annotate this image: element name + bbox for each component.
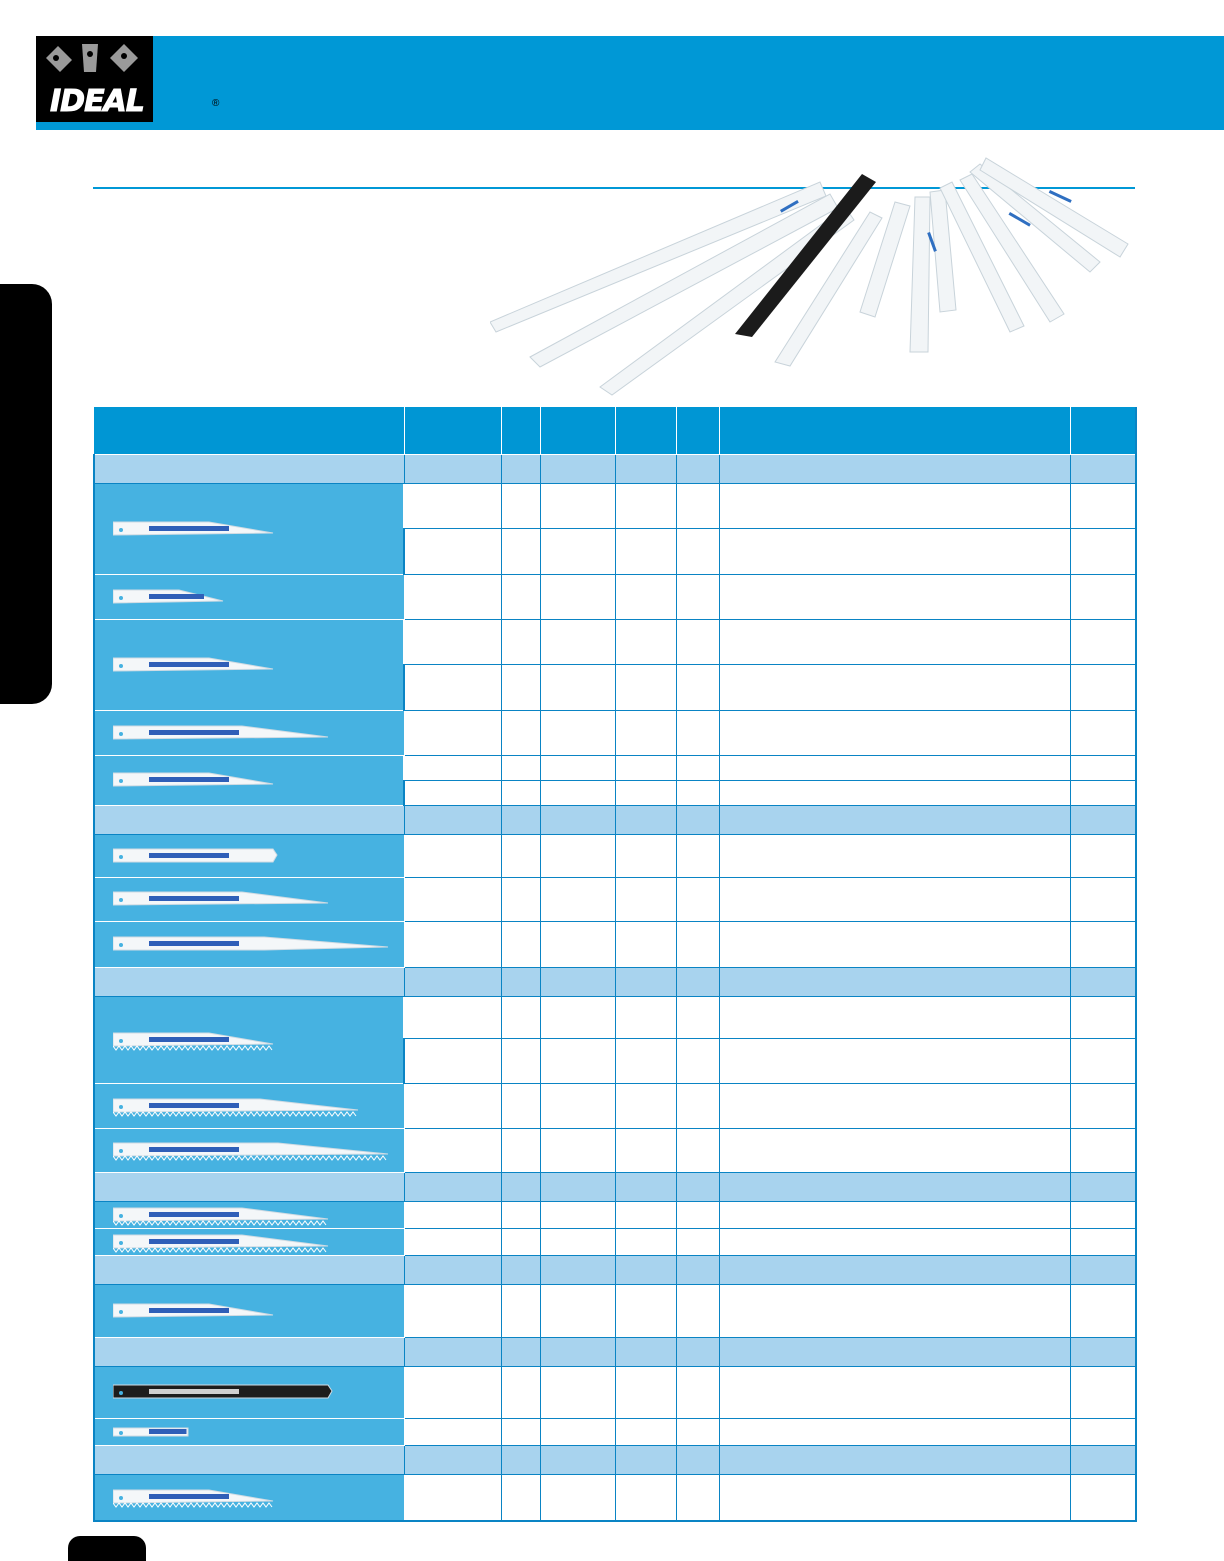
category-cell (1070, 967, 1136, 996)
data-cell (404, 574, 501, 619)
data-cell (501, 996, 540, 1038)
col-header-product (94, 407, 404, 454)
data-cell (676, 528, 719, 574)
data-cell (676, 619, 719, 664)
category-cell (404, 1172, 501, 1201)
col-header-tpi (501, 407, 540, 454)
data-cell (404, 664, 501, 710)
data-cell (540, 1201, 615, 1228)
data-cell (1070, 921, 1136, 967)
data-cell (615, 1201, 676, 1228)
data-cell (540, 528, 615, 574)
data-cell (501, 755, 540, 780)
data-cell (501, 574, 540, 619)
data-cell (1070, 1228, 1136, 1255)
blade-image-cell (94, 483, 404, 574)
blade-image-cell (94, 1228, 404, 1255)
table-row (94, 1128, 1136, 1172)
reciprocating-saw-blade-icon (113, 843, 313, 869)
reciprocating-saw-blade-icon (113, 767, 313, 793)
category-cell (615, 805, 676, 834)
reciprocating-saw-blade-icon (113, 1484, 313, 1510)
table-row (94, 834, 1136, 877)
data-cell (540, 1228, 615, 1255)
category-cell (540, 805, 615, 834)
data-cell (615, 664, 676, 710)
col-header-width (615, 407, 676, 454)
category-cell (501, 1337, 540, 1366)
category-cell (540, 1337, 615, 1366)
data-cell (719, 1474, 1070, 1521)
reciprocating-saw-blade-icon (113, 516, 313, 542)
data-cell (1070, 1284, 1136, 1337)
blade-image-cell (94, 1474, 404, 1521)
data-cell (404, 834, 501, 877)
data-cell (676, 1083, 719, 1128)
category-cell (615, 1172, 676, 1201)
data-cell (615, 996, 676, 1038)
data-cell (1070, 780, 1136, 805)
reciprocating-saw-blade-icon (113, 886, 368, 912)
data-cell (719, 780, 1070, 805)
data-cell (540, 996, 615, 1038)
category-cell (719, 1255, 1070, 1284)
category-cell (1070, 1445, 1136, 1474)
data-cell (501, 664, 540, 710)
data-cell (540, 1038, 615, 1083)
data-cell (404, 780, 501, 805)
category-cell (94, 1337, 404, 1366)
data-cell (676, 1366, 719, 1418)
blade-image-cell (94, 755, 404, 805)
data-cell (719, 528, 1070, 574)
data-cell (676, 780, 719, 805)
reciprocating-saw-blade-icon (113, 652, 313, 678)
data-cell (676, 710, 719, 755)
blade-image-cell (94, 1128, 404, 1172)
data-cell (404, 1083, 501, 1128)
data-cell (540, 834, 615, 877)
table-row (94, 1418, 1136, 1445)
data-cell (719, 710, 1070, 755)
data-cell (1070, 664, 1136, 710)
data-cell (676, 664, 719, 710)
table-row (94, 921, 1136, 967)
category-cell (676, 454, 719, 483)
data-cell (719, 619, 1070, 664)
data-cell (719, 1418, 1070, 1445)
registered-mark: ® (212, 98, 220, 109)
data-cell (501, 483, 540, 528)
data-cell (615, 834, 676, 877)
blade-image-cell (94, 619, 404, 710)
data-cell (719, 996, 1070, 1038)
category-row (94, 1172, 1136, 1201)
table-row (94, 1083, 1136, 1128)
data-cell (1070, 1366, 1136, 1418)
data-cell (540, 1474, 615, 1521)
category-cell (719, 967, 1070, 996)
data-cell (615, 1474, 676, 1521)
data-cell (540, 921, 615, 967)
data-cell (676, 921, 719, 967)
logo-wordmark: IDEAL (50, 84, 144, 119)
category-cell (404, 967, 501, 996)
data-cell (719, 1201, 1070, 1228)
table-row (94, 619, 1136, 664)
table-row (94, 483, 1136, 528)
data-cell (540, 1083, 615, 1128)
data-cell (540, 780, 615, 805)
category-cell (94, 805, 404, 834)
data-cell (501, 1474, 540, 1521)
category-cell (719, 805, 1070, 834)
data-cell (501, 921, 540, 967)
data-cell (676, 574, 719, 619)
data-cell (676, 1418, 719, 1445)
category-row (94, 805, 1136, 834)
category-cell (501, 1445, 540, 1474)
category-cell (94, 1445, 404, 1474)
data-cell (615, 1284, 676, 1337)
category-cell (1070, 1255, 1136, 1284)
category-cell (1070, 805, 1136, 834)
data-cell (501, 1418, 540, 1445)
data-cell (676, 1038, 719, 1083)
data-cell (615, 528, 676, 574)
category-cell (540, 454, 615, 483)
data-cell (501, 1366, 540, 1418)
header-band (36, 36, 1224, 130)
category-cell (676, 1445, 719, 1474)
data-cell (615, 1038, 676, 1083)
table-row (94, 1284, 1136, 1337)
data-cell (615, 1366, 676, 1418)
table-row (94, 877, 1136, 921)
data-cell (501, 834, 540, 877)
table-row (94, 755, 1136, 780)
data-cell (1070, 1038, 1136, 1083)
blade-image-cell (94, 1201, 404, 1228)
reciprocating-saw-blade-icon (113, 1229, 368, 1255)
data-cell (540, 1418, 615, 1445)
data-cell (540, 619, 615, 664)
data-cell (501, 1038, 540, 1083)
category-cell (719, 1445, 1070, 1474)
category-cell (404, 805, 501, 834)
data-cell (719, 834, 1070, 877)
page-number-tab (68, 1536, 146, 1561)
data-cell (540, 1284, 615, 1337)
data-cell (719, 921, 1070, 967)
data-cell (1070, 528, 1136, 574)
category-cell (719, 1337, 1070, 1366)
data-cell (404, 1201, 501, 1228)
data-cell (676, 1284, 719, 1337)
category-cell (540, 1445, 615, 1474)
category-cell (501, 967, 540, 996)
data-cell (1070, 574, 1136, 619)
category-cell (540, 1172, 615, 1201)
category-cell (94, 1172, 404, 1201)
reciprocating-saw-blade-icon (113, 1202, 368, 1228)
data-cell (1070, 1201, 1136, 1228)
data-cell (676, 834, 719, 877)
data-cell (676, 877, 719, 921)
category-row (94, 454, 1136, 483)
category-cell (676, 1337, 719, 1366)
data-cell (1070, 1474, 1136, 1521)
category-cell (404, 454, 501, 483)
data-cell (540, 710, 615, 755)
reciprocating-saw-blade-icon (113, 1298, 313, 1324)
data-cell (615, 619, 676, 664)
table-row (94, 1474, 1136, 1521)
data-cell (404, 528, 501, 574)
data-cell (540, 483, 615, 528)
data-cell (1070, 1418, 1136, 1445)
blade-image-cell (94, 1284, 404, 1337)
data-cell (719, 1366, 1070, 1418)
data-cell (615, 921, 676, 967)
data-cell (1070, 834, 1136, 877)
data-cell (404, 710, 501, 755)
table-row (94, 1366, 1136, 1418)
category-row (94, 1255, 1136, 1284)
table-row (94, 996, 1136, 1038)
data-cell (719, 1083, 1070, 1128)
col-header-qty (676, 407, 719, 454)
category-cell (404, 1255, 501, 1284)
category-cell (615, 1445, 676, 1474)
table-row (94, 1228, 1136, 1255)
table-header-row (94, 407, 1136, 454)
saw-blade-fan-icon (490, 152, 1130, 397)
table-row (94, 1201, 1136, 1228)
data-cell (676, 755, 719, 780)
data-cell (615, 710, 676, 755)
blade-image-cell (94, 574, 404, 619)
data-cell (501, 619, 540, 664)
data-cell (540, 1366, 615, 1418)
data-cell (540, 1128, 615, 1172)
category-cell (676, 805, 719, 834)
section-side-tab (0, 284, 52, 704)
data-cell (404, 1038, 501, 1083)
data-cell (501, 780, 540, 805)
blade-image-cell (94, 1418, 404, 1445)
category-cell (1070, 1172, 1136, 1201)
category-row (94, 1337, 1136, 1366)
data-cell (404, 996, 501, 1038)
data-cell (676, 996, 719, 1038)
col-header-length (540, 407, 615, 454)
data-cell (676, 1228, 719, 1255)
category-cell (501, 1255, 540, 1284)
data-cell (501, 1083, 540, 1128)
data-cell (615, 1418, 676, 1445)
blade-image-cell (94, 710, 404, 755)
reciprocating-saw-blade-icon (113, 584, 263, 610)
data-cell (615, 1083, 676, 1128)
data-cell (540, 574, 615, 619)
data-cell (501, 1284, 540, 1337)
data-cell (615, 574, 676, 619)
blade-spec-table (93, 407, 1137, 1522)
data-cell (540, 877, 615, 921)
col-header-description (719, 407, 1070, 454)
data-cell (615, 1128, 676, 1172)
reciprocating-saw-blade-icon (113, 1027, 313, 1053)
data-cell (1070, 1128, 1136, 1172)
category-cell (719, 1172, 1070, 1201)
blade-image-cell (94, 921, 404, 967)
data-cell (404, 1474, 501, 1521)
data-cell (540, 755, 615, 780)
category-cell (404, 1337, 501, 1366)
category-cell (1070, 1337, 1136, 1366)
data-cell (540, 664, 615, 710)
data-cell (1070, 996, 1136, 1038)
category-cell (94, 1255, 404, 1284)
data-cell (404, 1366, 501, 1418)
data-cell (404, 1228, 501, 1255)
category-cell (540, 967, 615, 996)
reciprocating-saw-blade-icon (113, 720, 368, 746)
data-cell (615, 1228, 676, 1255)
data-cell (719, 483, 1070, 528)
category-cell (615, 967, 676, 996)
data-cell (404, 1284, 501, 1337)
table-row (94, 710, 1136, 755)
category-cell (1070, 454, 1136, 483)
blade-image-cell (94, 834, 404, 877)
data-cell (719, 755, 1070, 780)
category-cell (404, 1445, 501, 1474)
data-cell (719, 877, 1070, 921)
data-cell (501, 710, 540, 755)
data-cell (404, 1418, 501, 1445)
data-cell (676, 1128, 719, 1172)
data-cell (615, 780, 676, 805)
table-row (94, 574, 1136, 619)
reciprocating-saw-blade-icon (113, 1093, 398, 1119)
data-cell (501, 1228, 540, 1255)
blade-image-cell (94, 1083, 404, 1128)
category-cell (676, 1172, 719, 1201)
data-cell (719, 574, 1070, 619)
data-cell (719, 664, 1070, 710)
category-cell (676, 1255, 719, 1284)
category-cell (501, 805, 540, 834)
category-cell (615, 1255, 676, 1284)
data-cell (501, 1128, 540, 1172)
data-cell (1070, 483, 1136, 528)
reciprocating-saw-blade-icon (113, 1137, 428, 1163)
category-cell (501, 1172, 540, 1201)
category-cell (94, 967, 404, 996)
data-cell (676, 1201, 719, 1228)
category-cell (501, 454, 540, 483)
blade-image-cell (94, 877, 404, 921)
data-cell (719, 1228, 1070, 1255)
data-cell (404, 877, 501, 921)
table-body (94, 454, 1136, 1521)
data-cell (676, 1474, 719, 1521)
data-cell (501, 528, 540, 574)
category-cell (719, 454, 1070, 483)
category-cell (615, 454, 676, 483)
data-cell (615, 877, 676, 921)
reciprocating-saw-blade-icon (113, 1419, 228, 1445)
category-cell (676, 967, 719, 996)
blade-image-cell (94, 1366, 404, 1418)
data-cell (1070, 710, 1136, 755)
col-header-cat-no (404, 407, 501, 454)
data-cell (1070, 619, 1136, 664)
category-row (94, 967, 1136, 996)
col-header-upc (1070, 407, 1136, 454)
data-cell (719, 1284, 1070, 1337)
reciprocating-saw-blade-icon (113, 931, 428, 957)
data-cell (615, 755, 676, 780)
category-row (94, 1445, 1136, 1474)
data-cell (501, 877, 540, 921)
category-cell (540, 1255, 615, 1284)
blade-image-cell (94, 996, 404, 1083)
data-cell (501, 1201, 540, 1228)
reciprocating-saw-blade-icon (113, 1379, 368, 1405)
data-cell (676, 483, 719, 528)
data-cell (1070, 877, 1136, 921)
ideal-logo (36, 36, 153, 122)
data-cell (719, 1128, 1070, 1172)
data-cell (615, 483, 676, 528)
data-cell (1070, 1083, 1136, 1128)
data-cell (1070, 755, 1136, 780)
data-cell (404, 755, 501, 780)
data-cell (719, 1038, 1070, 1083)
category-cell (615, 1337, 676, 1366)
category-cell (94, 454, 404, 483)
data-cell (404, 619, 501, 664)
data-cell (404, 483, 501, 528)
